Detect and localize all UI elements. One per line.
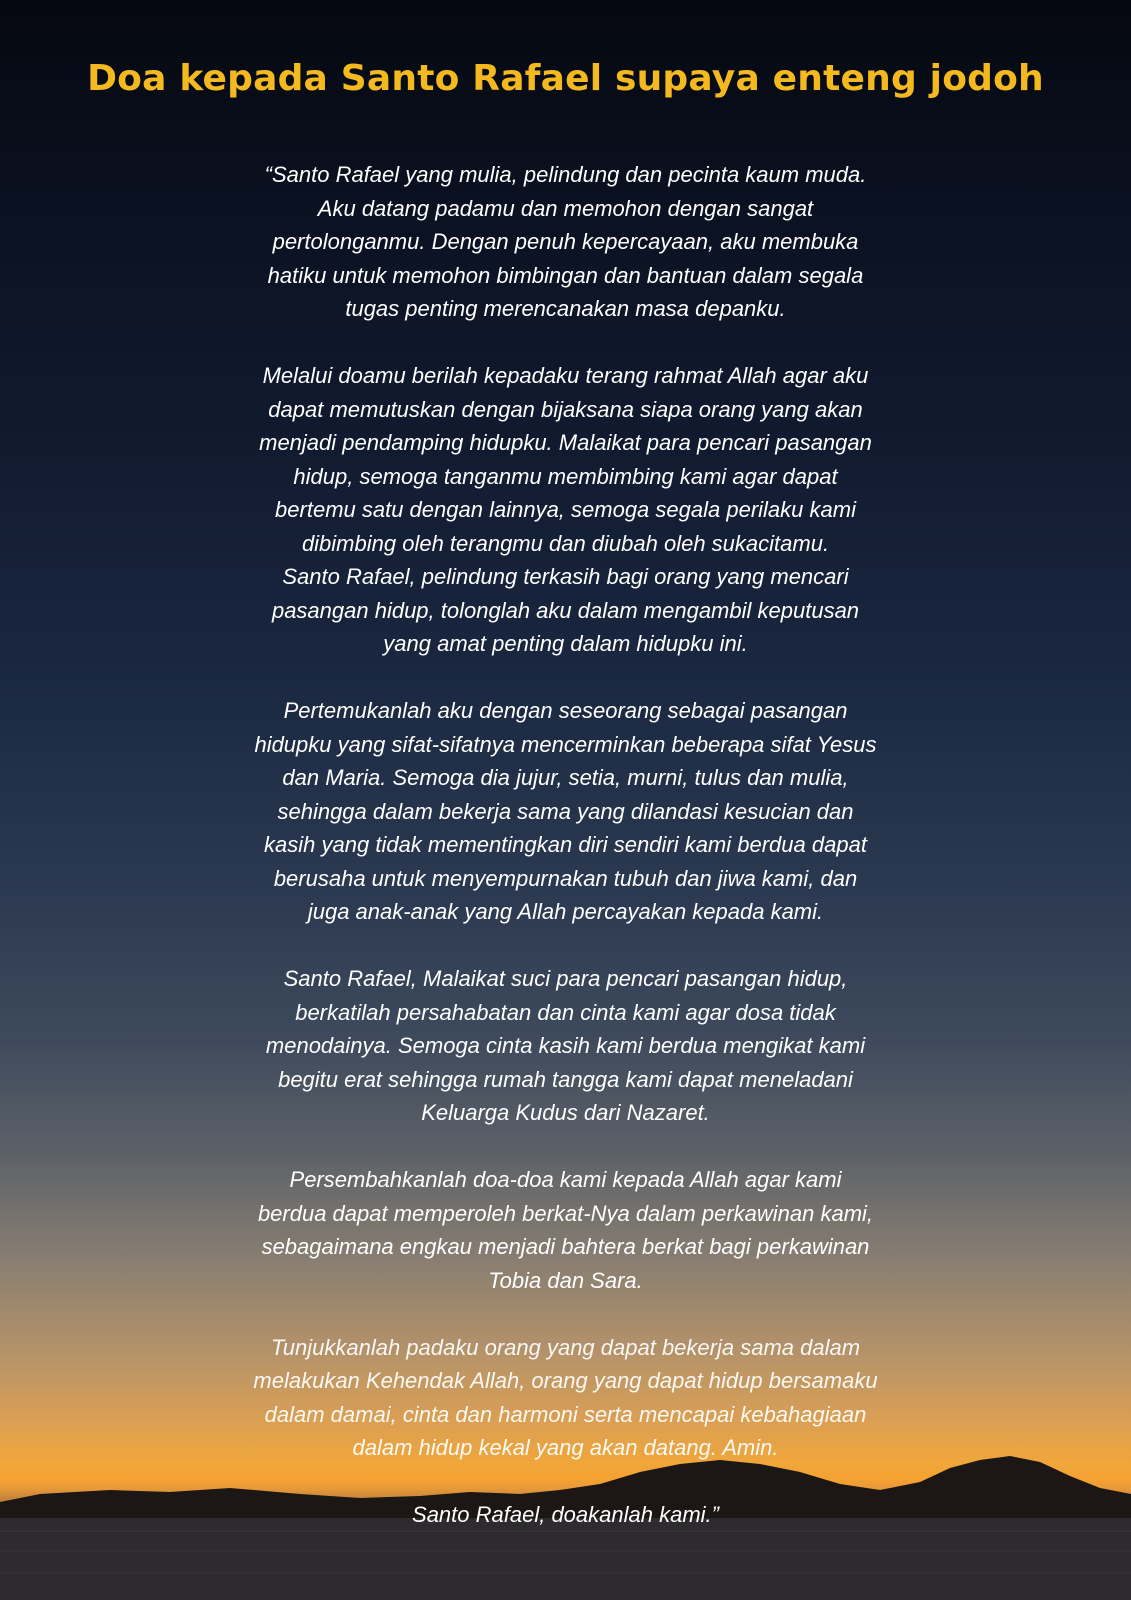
prayer-closing: Santo Rafael, doakanlah kami.” bbox=[412, 1502, 719, 1527]
prayer-paragraph-1: “Santo Rafael yang mulia, pelindung dan pecinta kaum muda. Aku datang padamu dan memohon dengan sangat pertolonganmu. Dengan penuh kepercayaan, aku membuka hatiku untuk memohon bimbingan dan bantuan dalam segala tugas penting merencanakan masa depanku. bbox=[264, 162, 867, 321]
prayer-paragraph-2: Melalui doamu berilah kepadaku terang rahmat Allah agar aku dapat memutuskan dengan bijaksana siapa orang yang akan menjadi pendamping hidupku. Malaikat para pencari pasangan hidup, semoga tanganmu membimbing kami agar dapat bertemu satu dengan lainnya, semoga segala perilaku kami dibimbing oleh terangmu dan diubah oleh sukacitamu. Santo Rafael, pelindung terkasih bagi orang yang mencari pasangan hidup, tolonglah aku dalam mengambil keputusan yang amat penting dalam hidupku ini. bbox=[259, 363, 872, 656]
prayer-paragraph-6: Tunjukkanlah padaku orang yang dapat bekerja sama dalam melakukan Kehendak Allah, orang yang dapat hidup bersamaku dalam damai, cinta dan harmoni serta mencapai kebahagiaan dalam hidup kekal yang akan datang. Amin. bbox=[253, 1334, 878, 1460]
prayer-paragraph-3: Pertemukanlah aku dengan seseorang sebagai pasangan hidupku yang sifat-sifatnya mencerminkan beberapa sifat Yesus dan Maria. Semoga dia jujur, setia, murni, tulus dan mulia, sehingga dalam bekerja sama yang dilandasi kesucian dan kasih yang tidak mementingkan diri sendiri kami berdua dapat berusaha untuk menyempurnakan tubuh dan jiwa kami, dan juga anak-anak yang Allah percayakan kepada kami. bbox=[254, 698, 877, 924]
prayer-text bbox=[205, 158, 926, 1532]
prayer-paragraph-4: Santo Rafael, Malaikat suci para pencari pasangan hidup, berkatilah persahabatan dan cinta kami agar dosa tidak menodainya. Semoga cinta kasih kami berdua mengikat kami begitu erat sehingga rumah tangga kami dapat meneladani Keluarga Kudus dari Nazaret. bbox=[265, 966, 866, 1125]
page-title: Doa kepada Santo Rafael supaya enteng jodoh bbox=[87, 58, 1044, 99]
prayer-paragraph-5: Persembahkanlah doa-doa kami kepada Allah agar kami berdua dapat memperoleh berkat-Nya dalam perkawinan kami, sebagaimana engkau menjadi bahtera berkat bagi perkawinan Tobia dan Sara. bbox=[257, 1167, 874, 1293]
